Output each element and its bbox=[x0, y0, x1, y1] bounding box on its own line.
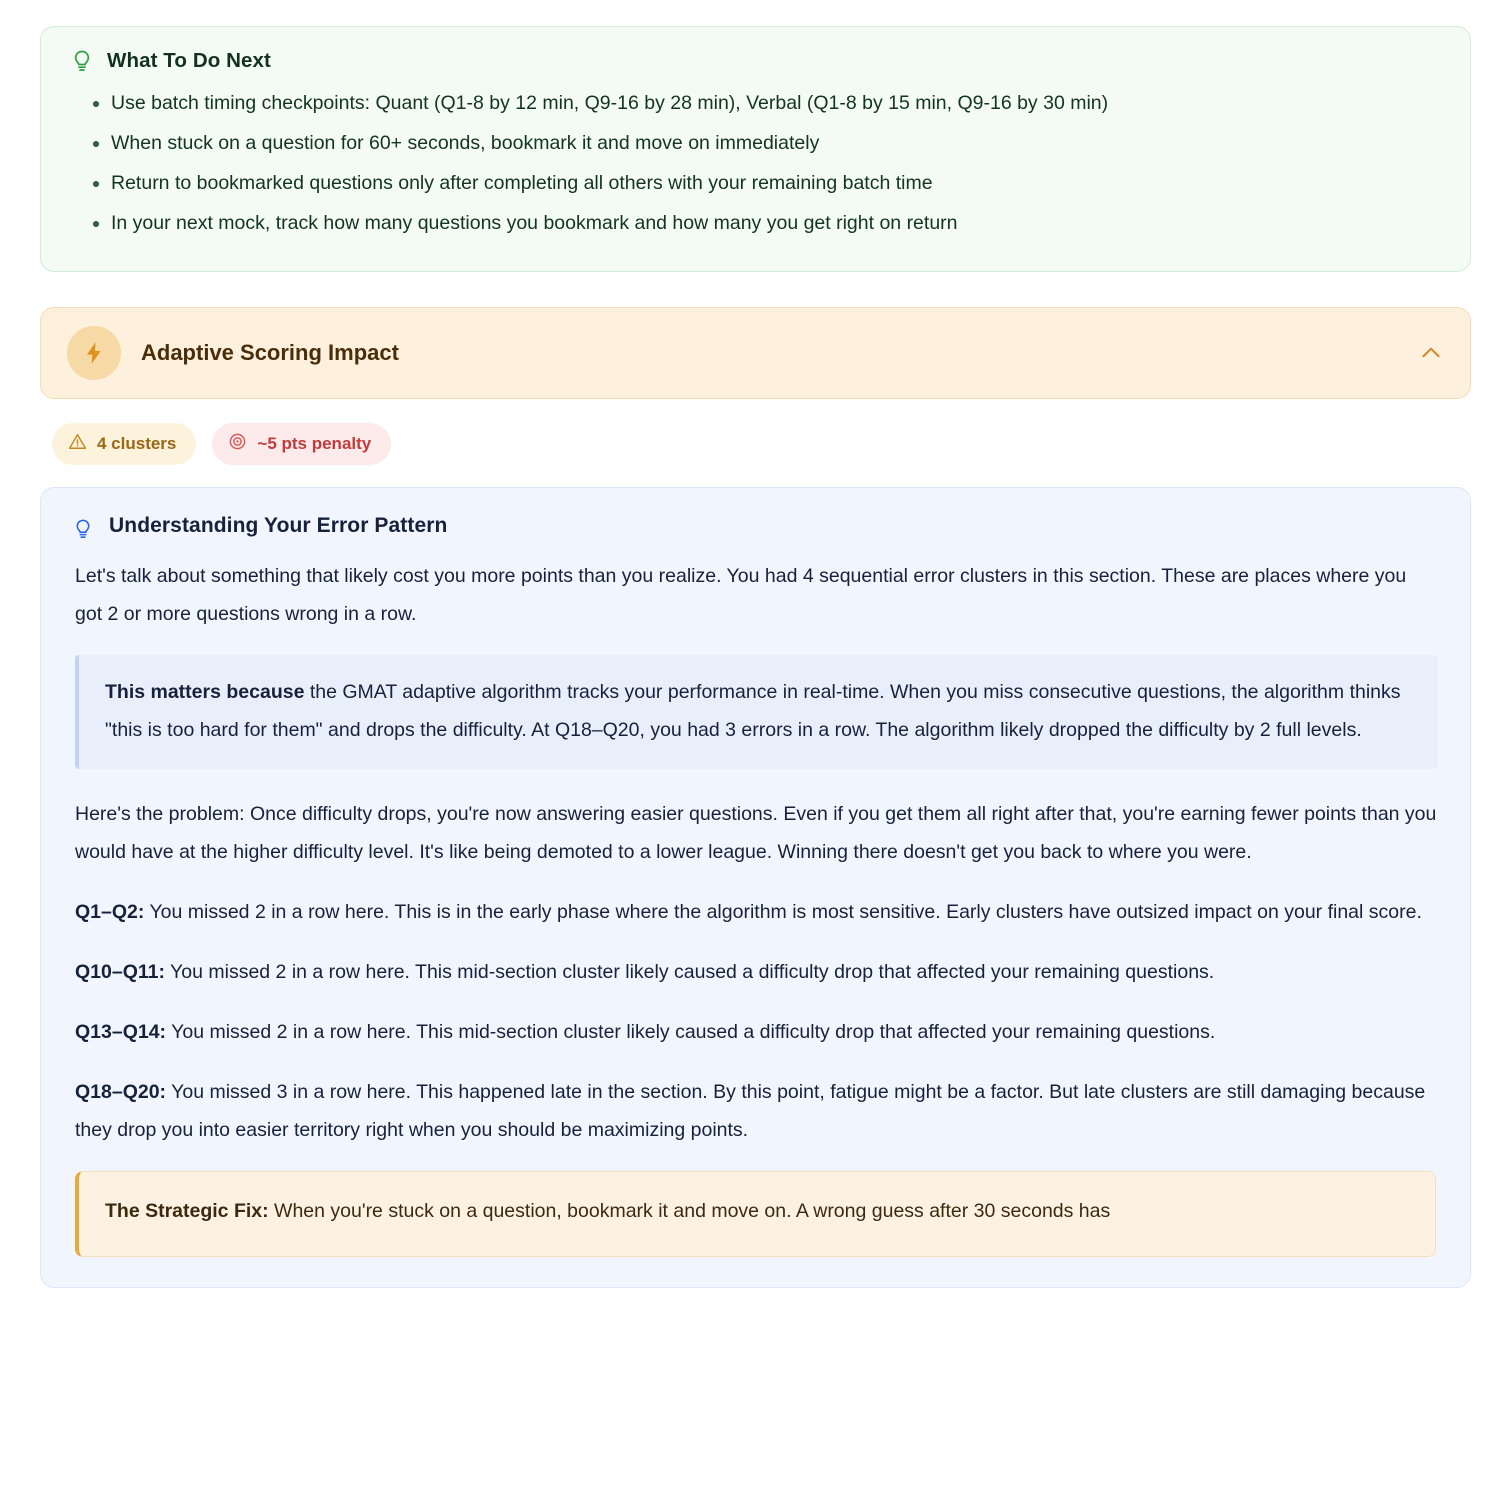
cluster-paragraph bbox=[73, 1013, 1438, 1051]
cluster-range: Q10–Q11: bbox=[75, 961, 165, 983]
status-badge-clusters bbox=[52, 423, 196, 465]
what-to-do-next-header bbox=[71, 49, 1440, 73]
status-badge-clusters-label: 4 clusters bbox=[97, 434, 177, 453]
target-icon bbox=[228, 432, 247, 456]
callout-body: the GMAT adaptive algorithm tracks your performance in real-time. When you miss consecutive questions, the algorithm thinks "this is too hard for them" and drops the difficulty. At Q18–Q20, you had 3 errors in a row. The algorithm likely dropped the difficulty by 2 full levels. bbox=[105, 681, 1401, 741]
this-matters-callout bbox=[75, 655, 1438, 769]
cluster-range: Q1–Q2: bbox=[75, 901, 145, 923]
status-badge-penalty-label: ~5 pts penalty bbox=[257, 434, 372, 453]
cluster-paragraph bbox=[73, 953, 1438, 991]
strategic-fix-callout bbox=[75, 1171, 1436, 1257]
intro-paragraph: Let's talk about something that likely cost you more points than you realize. You had 4 sequential error clusters in this section. These are places where you got 2 or more questions wrong in a row. bbox=[75, 565, 1407, 625]
cluster-text: You missed 2 in a row here. This mid-section cluster likely caused a difficulty drop that affected your remaining questions. bbox=[164, 961, 1215, 983]
cluster-paragraph bbox=[73, 1073, 1438, 1149]
strategic-fix-lead: The Strategic Fix: bbox=[105, 1200, 269, 1222]
what-to-do-next-card bbox=[40, 26, 1471, 272]
list-item: • In your next mock, track how many questions you bookmark and how many you get right on return bbox=[111, 203, 1440, 243]
strategic-fix-body: When you're stuck on a question, bookmark it and move on. A wrong guess after 30 seconds has bbox=[268, 1200, 1111, 1222]
list-item: • Return to bookmarked questions only after completing all others with your remaining batch time bbox=[111, 163, 1440, 203]
page-title: Understanding Your Error Pattern bbox=[109, 514, 448, 537]
cluster-paragraph bbox=[73, 893, 1438, 931]
cluster-text: You missed 3 in a row here. This happened late in the section. By this point, fatigue might be a factor. But late clusters are still damaging because they drop you into easier territory right when you should be maximizing points. bbox=[75, 1081, 1426, 1141]
lightbulb-icon bbox=[71, 49, 93, 73]
warning-triangle-icon bbox=[68, 432, 87, 456]
adaptive-scoring-impact-header[interactable] bbox=[40, 307, 1471, 399]
cluster-text: You missed 2 in a row here. This is in the early phase where the algorithm is most sensitive. Early clusters have outsized impact on your final score. bbox=[144, 901, 1422, 923]
lightbulb-icon bbox=[73, 517, 93, 541]
cluster-range: Q13–Q14: bbox=[75, 1021, 167, 1043]
problem-paragraph: Here's the problem: Once difficulty drops, you're now answering easier questions. Even if you get them all right after that, you're earning fewer points than you would have at the higher difficulty level. It's like being demoted to a lower league. Winning there doesn't get you back to where you were. bbox=[75, 803, 1437, 863]
what-to-do-next-title: What To Do Next bbox=[107, 49, 271, 72]
cluster-text: You missed 2 in a row here. This mid-section cluster likely caused a difficulty drop that affected your remaining questions. bbox=[166, 1021, 1216, 1043]
list-item: • Use batch timing checkpoints: Quant (Q1-8 by 12 min, Q9-16 by 28 min), Verbal (Q1-8 by 15 min, Q9-16 by 30 min) bbox=[111, 83, 1440, 123]
bolt-icon bbox=[67, 326, 121, 380]
status-badge-penalty bbox=[212, 423, 391, 465]
understanding-header bbox=[73, 514, 1438, 541]
status-badge-row bbox=[40, 417, 1471, 487]
what-to-do-next-list bbox=[71, 83, 1440, 243]
understanding-error-pattern-card bbox=[40, 487, 1471, 1288]
cluster-range: Q18–Q20: bbox=[75, 1081, 167, 1103]
chevron-up-icon[interactable] bbox=[1418, 340, 1444, 366]
callout-lead: This matters because bbox=[105, 681, 305, 703]
adaptive-scoring-impact-title: Adaptive Scoring Impact bbox=[141, 340, 399, 365]
list-item: • When stuck on a question for 60+ seconds, bookmark it and move on immediately bbox=[111, 123, 1440, 163]
